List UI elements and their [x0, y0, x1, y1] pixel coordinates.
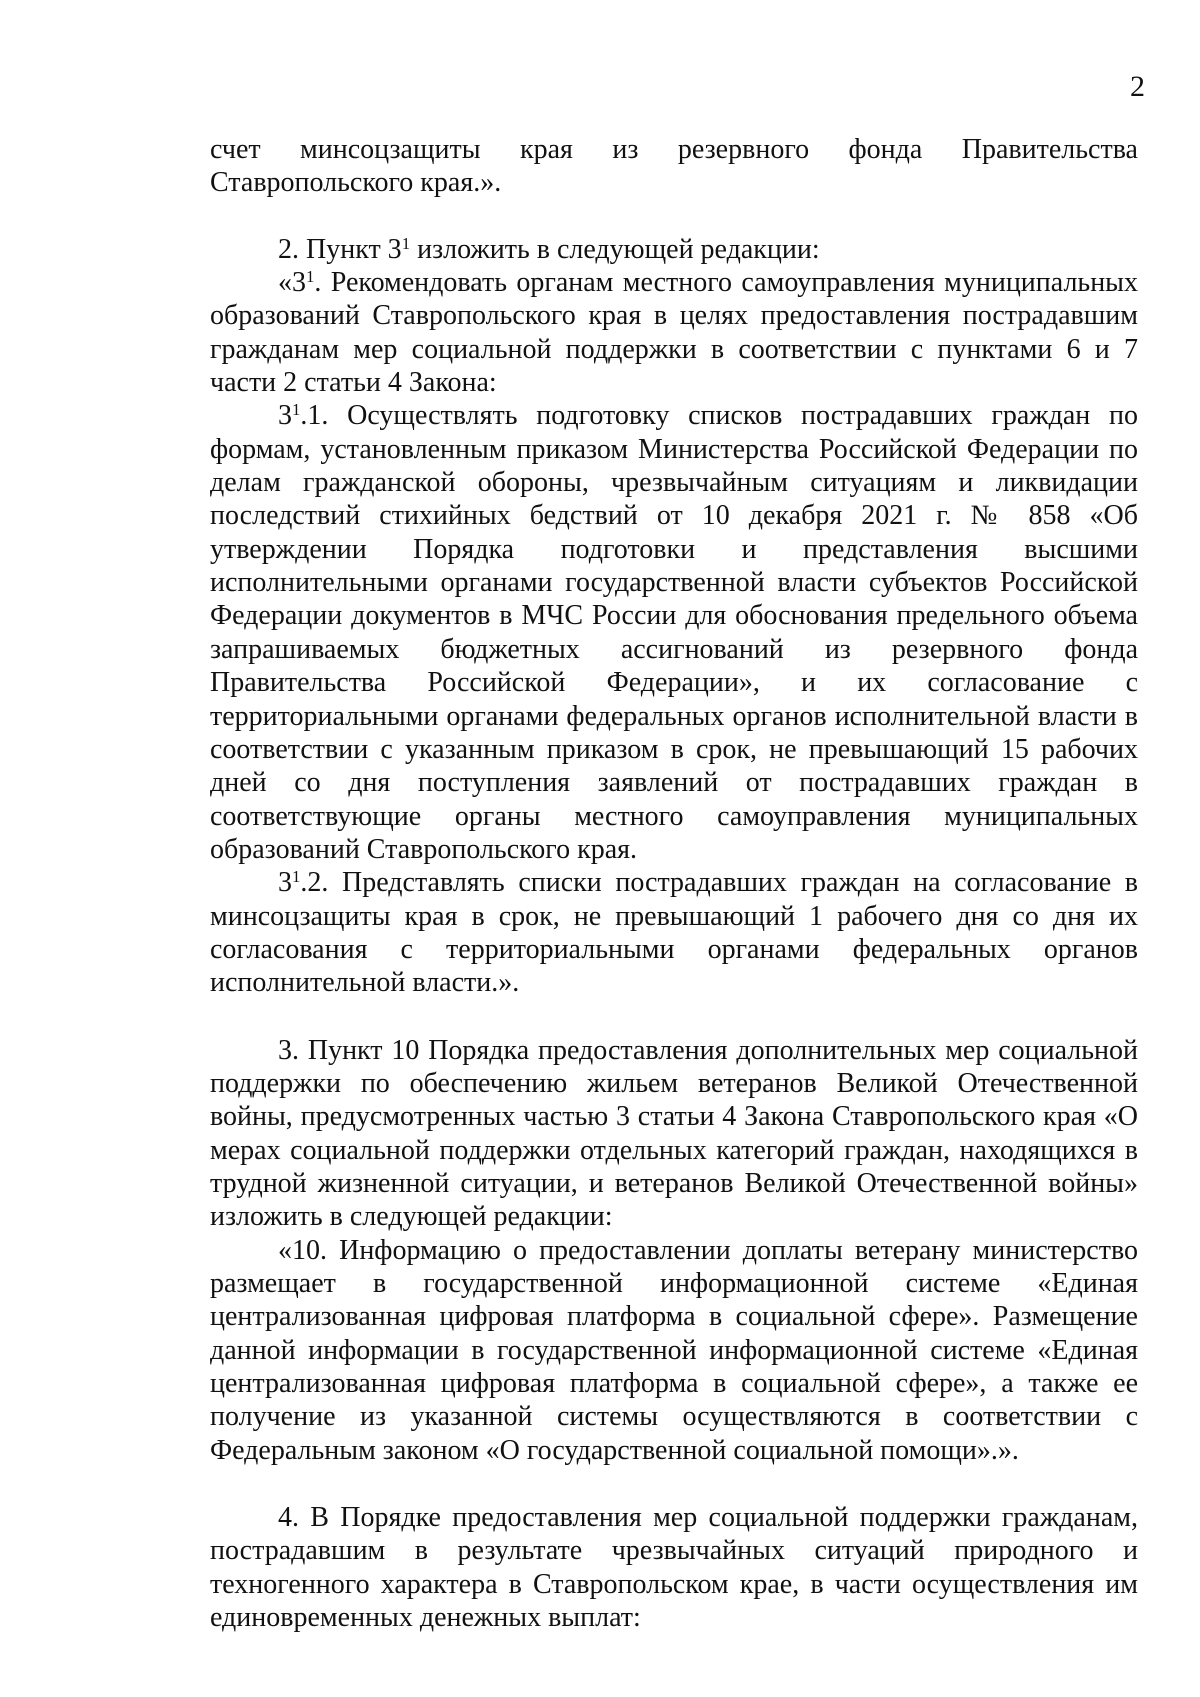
paragraph-text: 4. В Порядке предоставления мер социальной поддержки гражданам, пострадавшим в результате чрезвычайных ситуаций природного и техногенного характера в Ставропольском крае, в части осуществления им единовременных денежных выплат: — [210, 1502, 1138, 1634]
paragraph-continuation — [210, 133, 1138, 200]
superscript: 1 — [292, 400, 301, 420]
paragraph-text: 3 — [278, 867, 292, 899]
document-body — [210, 133, 1138, 1634]
paragraph-text: 3. Пункт 10 Порядка предоставления дополнительных мер социальной поддержки по обеспечению жильем ветеранов Великой Отечественной войны, предусмотренных частью 3 статьи 4 Закона Ставропольского края «О мерах социальной поддержки отдельных категорий граждан, находящихся в трудной жизненной ситуации, и ветеранов Великой Отечественной войны» изложить в следующей редакции: — [210, 1034, 1138, 1233]
superscript: 1 — [401, 233, 411, 253]
paragraph-item-4 — [210, 1501, 1138, 1634]
paragraph-text: счет минсоцзащиты края из резервного фонда Правительства Ставропольского края.». — [210, 134, 1138, 199]
paragraph-text: .1. Осуществлять подготовку списков пострадавших граждан по формам, установленным приказом Министерства Российской Федерации по делам гражданской обороны, чрезвычайным ситуациям и ликвидации последствий стихийных бедствий от 10 декабря 2021 г. № 858 «Об утверждении Порядка подготовки и представления высшими исполнительными органами государственной власти субъектов Российской Федерации документов в МЧС России для обоснования предельного объема запрашиваемых бюджетных ассигнований из резервного фонда Правительства Российской Федерации», и их согласование с территориальными органами федеральных органов исполнительной власти в соответствии с указанным приказом в срок, не превышающий 15 рабочих дней со дня поступления заявлений от пострадавших граждан в соответствующие органы местного самоуправления муниципальных образований Ставропольского края. — [210, 400, 1138, 865]
paragraph-text: 3 — [278, 400, 292, 432]
paragraph-text: изложить в следующей редакции: — [410, 233, 820, 265]
paragraph-item-2 — [210, 233, 1138, 266]
superscript: 1 — [306, 266, 315, 286]
paragraph-text: . Рекомендовать органам местного самоуправления муниципальных образований Ставропольского края в целях предоставления пострадавшим гражданам мер социальной поддержки в соответствии с пунктами 6 и 7 части 2 статьи 4 Закона: — [210, 267, 1138, 399]
paragraph-3-1-2 — [210, 866, 1138, 999]
superscript: 1 — [292, 866, 301, 886]
paragraph-text: 2. Пункт 3 — [278, 233, 402, 265]
paragraph-item-3 — [210, 1034, 1138, 1234]
paragraph-3-1-1 — [210, 399, 1138, 866]
paragraph-10 — [210, 1234, 1138, 1467]
paragraph-text: .2. Представлять списки пострадавших граждан на согласование в минсоцзащиты края в срок, не превышающий 1 рабочего дня со дня их согласования с территориальными органами федеральных органов исполнительной власти.». — [210, 867, 1138, 999]
page-number: 2 — [1130, 70, 1145, 103]
paragraph-3-1 — [210, 266, 1138, 399]
paragraph-text: «10. Информацию о предоставлении доплаты ветерану министерство размещает в государственной информационной системе «Единая централизованная цифровая платформа в социальной сфере». Размещение данной информации в государственной информационной системе «Единая централизованная цифровая платформа в социальной сфере», а также ее получение из указанной системы осуществляются в соответствии с Федеральным законом «О государственной социальной помощи».». — [210, 1234, 1138, 1466]
paragraph-text: «3 — [278, 267, 306, 299]
